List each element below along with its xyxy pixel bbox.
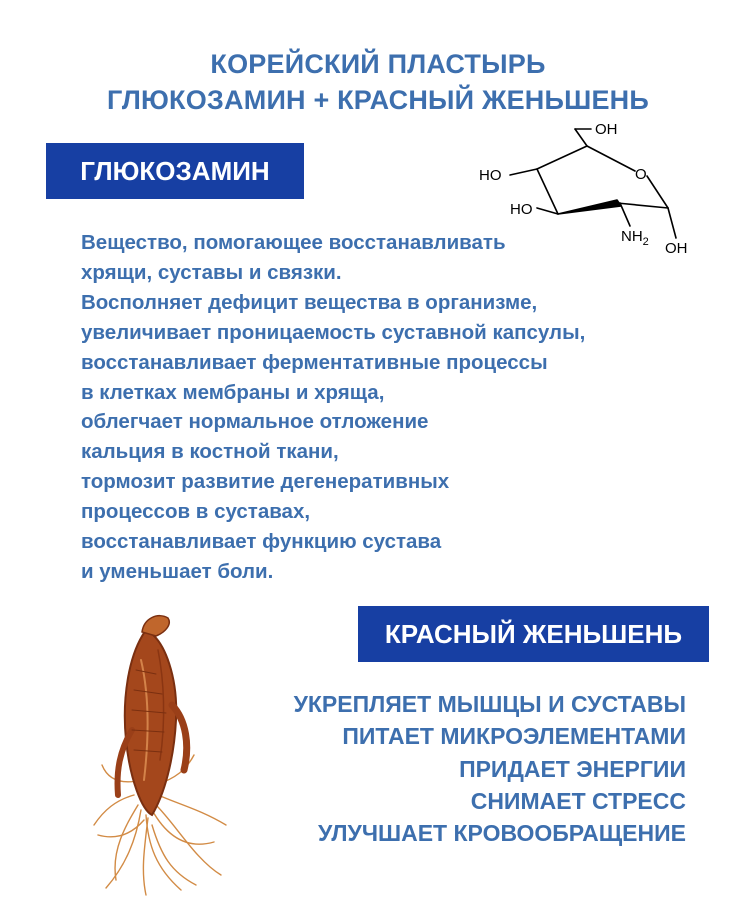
bond-c2-nh2 <box>620 203 630 226</box>
bond-c2-c1 <box>617 203 668 208</box>
bond-c4-oh <box>510 169 537 175</box>
description-line: увеличивает проницаемость суставной капсулы, <box>81 320 586 344</box>
description-line: восстанавливает функцию сустава <box>81 530 442 554</box>
formula-label-ho-upper: HO <box>479 167 502 184</box>
benefit-item: ПРИДАЕТ ЭНЕРГИИ <box>459 755 686 782</box>
description-line: тормозит развитие дегенеративных <box>81 470 450 494</box>
formula-label-oh-right: OH <box>665 240 688 257</box>
bond-c1-oh <box>668 208 676 238</box>
description-line: процессов в суставах, <box>81 500 311 524</box>
ginseng-main-root <box>125 630 176 815</box>
page-title <box>0 46 756 118</box>
description-line: в клетках мембраны и хряща, <box>81 380 385 404</box>
red-ginseng-benefits-list <box>294 688 686 849</box>
title-line-1: КОРЕЙСКИЙ ПЛАСТЫРЬ <box>210 49 546 79</box>
description-line: хрящи, суставы и связки. <box>81 260 342 284</box>
bond-c5-o <box>587 146 635 171</box>
bond-c4-c5 <box>537 146 587 169</box>
red-ginseng-root-image <box>86 610 236 900</box>
benefit-item: СНИМАЕТ СТРЕСС <box>470 787 686 814</box>
bond-ch2oh-lower <box>575 129 587 146</box>
title-line-2: ГЛЮКОЗАМИН + КРАСНЫЙ ЖЕНЬШЕНЬ <box>107 85 649 115</box>
description-line: кальция в костной ткани, <box>81 440 339 464</box>
formula-label-nh2: $NH_2$ <box>621 228 649 248</box>
bond-c3-c2-wedge <box>558 200 621 214</box>
glucosamine-heading: ГЛЮКОЗАМИН <box>46 143 304 199</box>
description-line: восстанавливает ферментативные процессы <box>81 350 548 374</box>
red-ginseng-heading: КРАСНЫЙ ЖЕНЬШЕНЬ <box>358 606 709 662</box>
benefit-item: УКРЕПЛЯЕТ МЫШЦЫ И СУСТАВЫ <box>293 691 686 717</box>
formula-label-oh-top: OH <box>595 121 618 138</box>
glucosamine-description <box>81 228 585 587</box>
benefit-item: УЛУЧШАЕТ КРОВООБРАЩЕНИЕ <box>317 820 686 847</box>
description-line: Вещество, помогающее восстанавливать <box>81 231 506 254</box>
bond-c4-c3 <box>537 169 558 214</box>
bond-o-c1 <box>647 176 668 208</box>
benefit-item: ПИТАЕТ МИКРОЭЛЕМЕНТАМИ <box>342 723 686 750</box>
formula-label-ring-o: O <box>635 166 647 183</box>
ginseng-rhizome <box>142 616 169 636</box>
formula-label-ho-lower: HO <box>510 201 533 218</box>
description-line: и уменьшает боли. <box>81 559 274 583</box>
description-line: Восполняет дефицит вещества в организме, <box>81 290 538 314</box>
description-line: облегчает нормальное отложение <box>81 410 429 434</box>
